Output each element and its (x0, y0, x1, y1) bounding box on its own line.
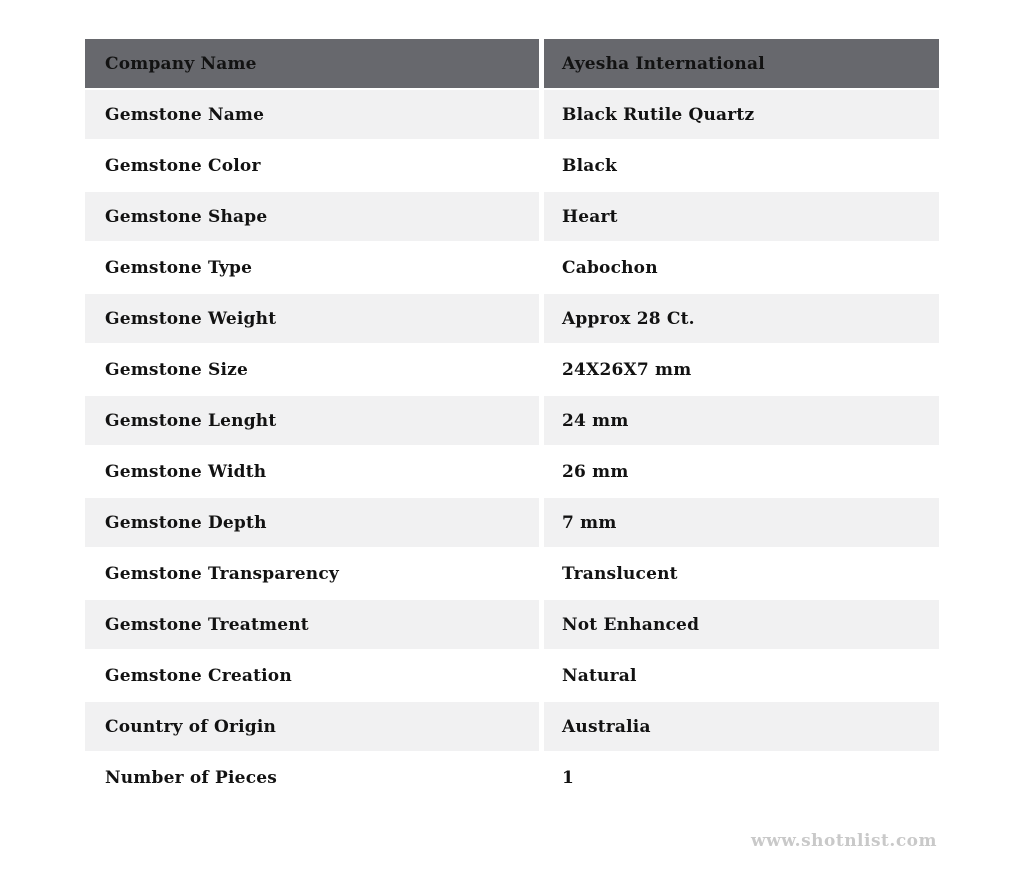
row-value: 1 (562, 767, 575, 788)
row-value: 24 mm (544, 396, 939, 445)
row-label: Number of Pieces (105, 767, 278, 788)
table-row (85, 600, 939, 649)
row-label: Gemstone Transparency (105, 563, 339, 584)
row-label: Gemstone Shape (85, 192, 539, 241)
row-value: Not Enhanced (544, 600, 939, 649)
row-label: Gemstone Width (105, 461, 267, 482)
watermark-text: www.shotnlist.com (750, 831, 937, 851)
row-label: Gemstone Lenght (85, 396, 539, 445)
header-value-cell: Ayesha International (544, 39, 939, 88)
table-row (85, 651, 939, 700)
row-label: Gemstone Size (105, 359, 248, 380)
row-value: Heart (544, 192, 939, 241)
row-value: 24X26X7 mm (562, 359, 692, 380)
table-row (85, 396, 939, 445)
table-row (85, 549, 939, 598)
row-value: Black Rutile Quartz (544, 90, 939, 139)
row-value: Translucent (562, 563, 678, 584)
table-row (85, 141, 939, 190)
table-row (85, 192, 939, 241)
table-row (85, 753, 939, 802)
row-label: Gemstone Depth (85, 498, 539, 547)
row-label: Gemstone Name (85, 90, 539, 139)
table-row (85, 294, 939, 343)
row-value: Natural (562, 665, 637, 686)
row-label: Country of Origin (85, 702, 539, 751)
row-value: Approx 28 Ct. (544, 294, 939, 343)
table-row (85, 447, 939, 496)
row-value: 26 mm (562, 461, 629, 482)
table-row (85, 345, 939, 394)
table-row (85, 90, 939, 139)
row-label: Gemstone Type (105, 257, 253, 278)
row-value: Australia (544, 702, 939, 751)
row-label: Gemstone Color (105, 155, 261, 176)
header-label-cell: Company Name (85, 39, 539, 88)
row-label: Gemstone Creation (105, 665, 292, 686)
row-label: Gemstone Weight (85, 294, 539, 343)
row-value: Cabochon (562, 257, 658, 278)
table-header-row (85, 39, 939, 88)
row-label: Gemstone Treatment (85, 600, 539, 649)
product-spec-table (85, 39, 939, 804)
table-row (85, 243, 939, 292)
table-row (85, 702, 939, 751)
row-value: 7 mm (544, 498, 939, 547)
row-value: Black (562, 155, 617, 176)
table-row (85, 498, 939, 547)
